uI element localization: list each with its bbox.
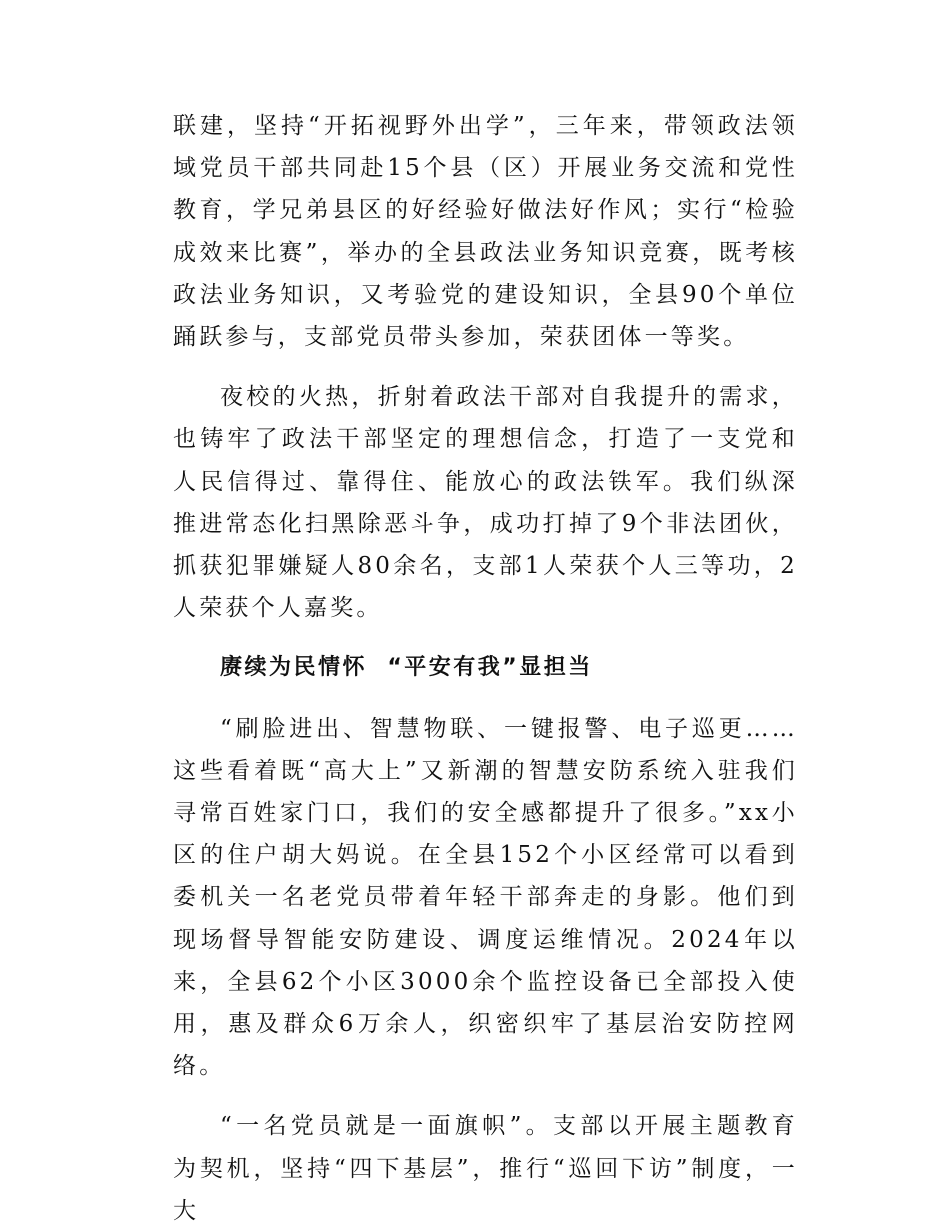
- document-body: [173, 105, 798, 1232]
- paragraph-gap: [173, 358, 798, 376]
- paragraph-gap: [173, 1087, 798, 1105]
- paragraph-gap: [173, 629, 798, 647]
- section-heading: 赓续为民情怀 “平安有我”显担当: [220, 655, 593, 681]
- paragraph-continued: 联建，坚持“开拓视野外出学”，三年来，带领政法领域党员干部共同赴15个县（区）开展业务交流和党性教育，学兄弟县区的好经验好做法好作风；实行“检验成效来比赛”，举办的全县政法业务知识竞赛，既考核政法业务知识，又考验党的建设知识，全县90个单位踊跃参与，支部党员带头参加，荣获团体一等奖。: [173, 113, 798, 351]
- paragraph-party-member: “一名党员就是一面旗帜”。支部以开展主题教育为契机，坚持“四下基层”，推行“巡回下访”制度，一大: [173, 1113, 798, 1224]
- paragraph-gap: [173, 690, 798, 708]
- paragraph-smart-security: “刷脸进出、智慧物联、一键报警、电子巡更……这些看着既“高大上”又新潮的智慧安防系统入驻我们寻常百姓家门口，我们的安全感都提升了很多。”xx小区的住户胡大妈说。在全县152个小区经常可以看到委机关一名老党员带着年轻干部奔走的身影。他们到现场督导智能安防建设、调度运维情况。2024年以来，全县62个小区3000余个监控设备已全部投入使用，惠及群众6万余人，织密织牢了基层治安防控网络。: [173, 715, 798, 1080]
- paragraph-night-school: 夜校的火热，折射着政法干部对自我提升的需求，也铸牢了政法干部坚定的理想信念，打造了一支党和人民信得过、靠得住、能放心的政法铁军。我们纵深推进常态化扫黑除恶斗争，成功打掉了9个非法团伙，抓获犯罪嫌疑人80余名，支部1人荣获个人三等功，2人荣获个人嘉奖。: [173, 384, 798, 622]
